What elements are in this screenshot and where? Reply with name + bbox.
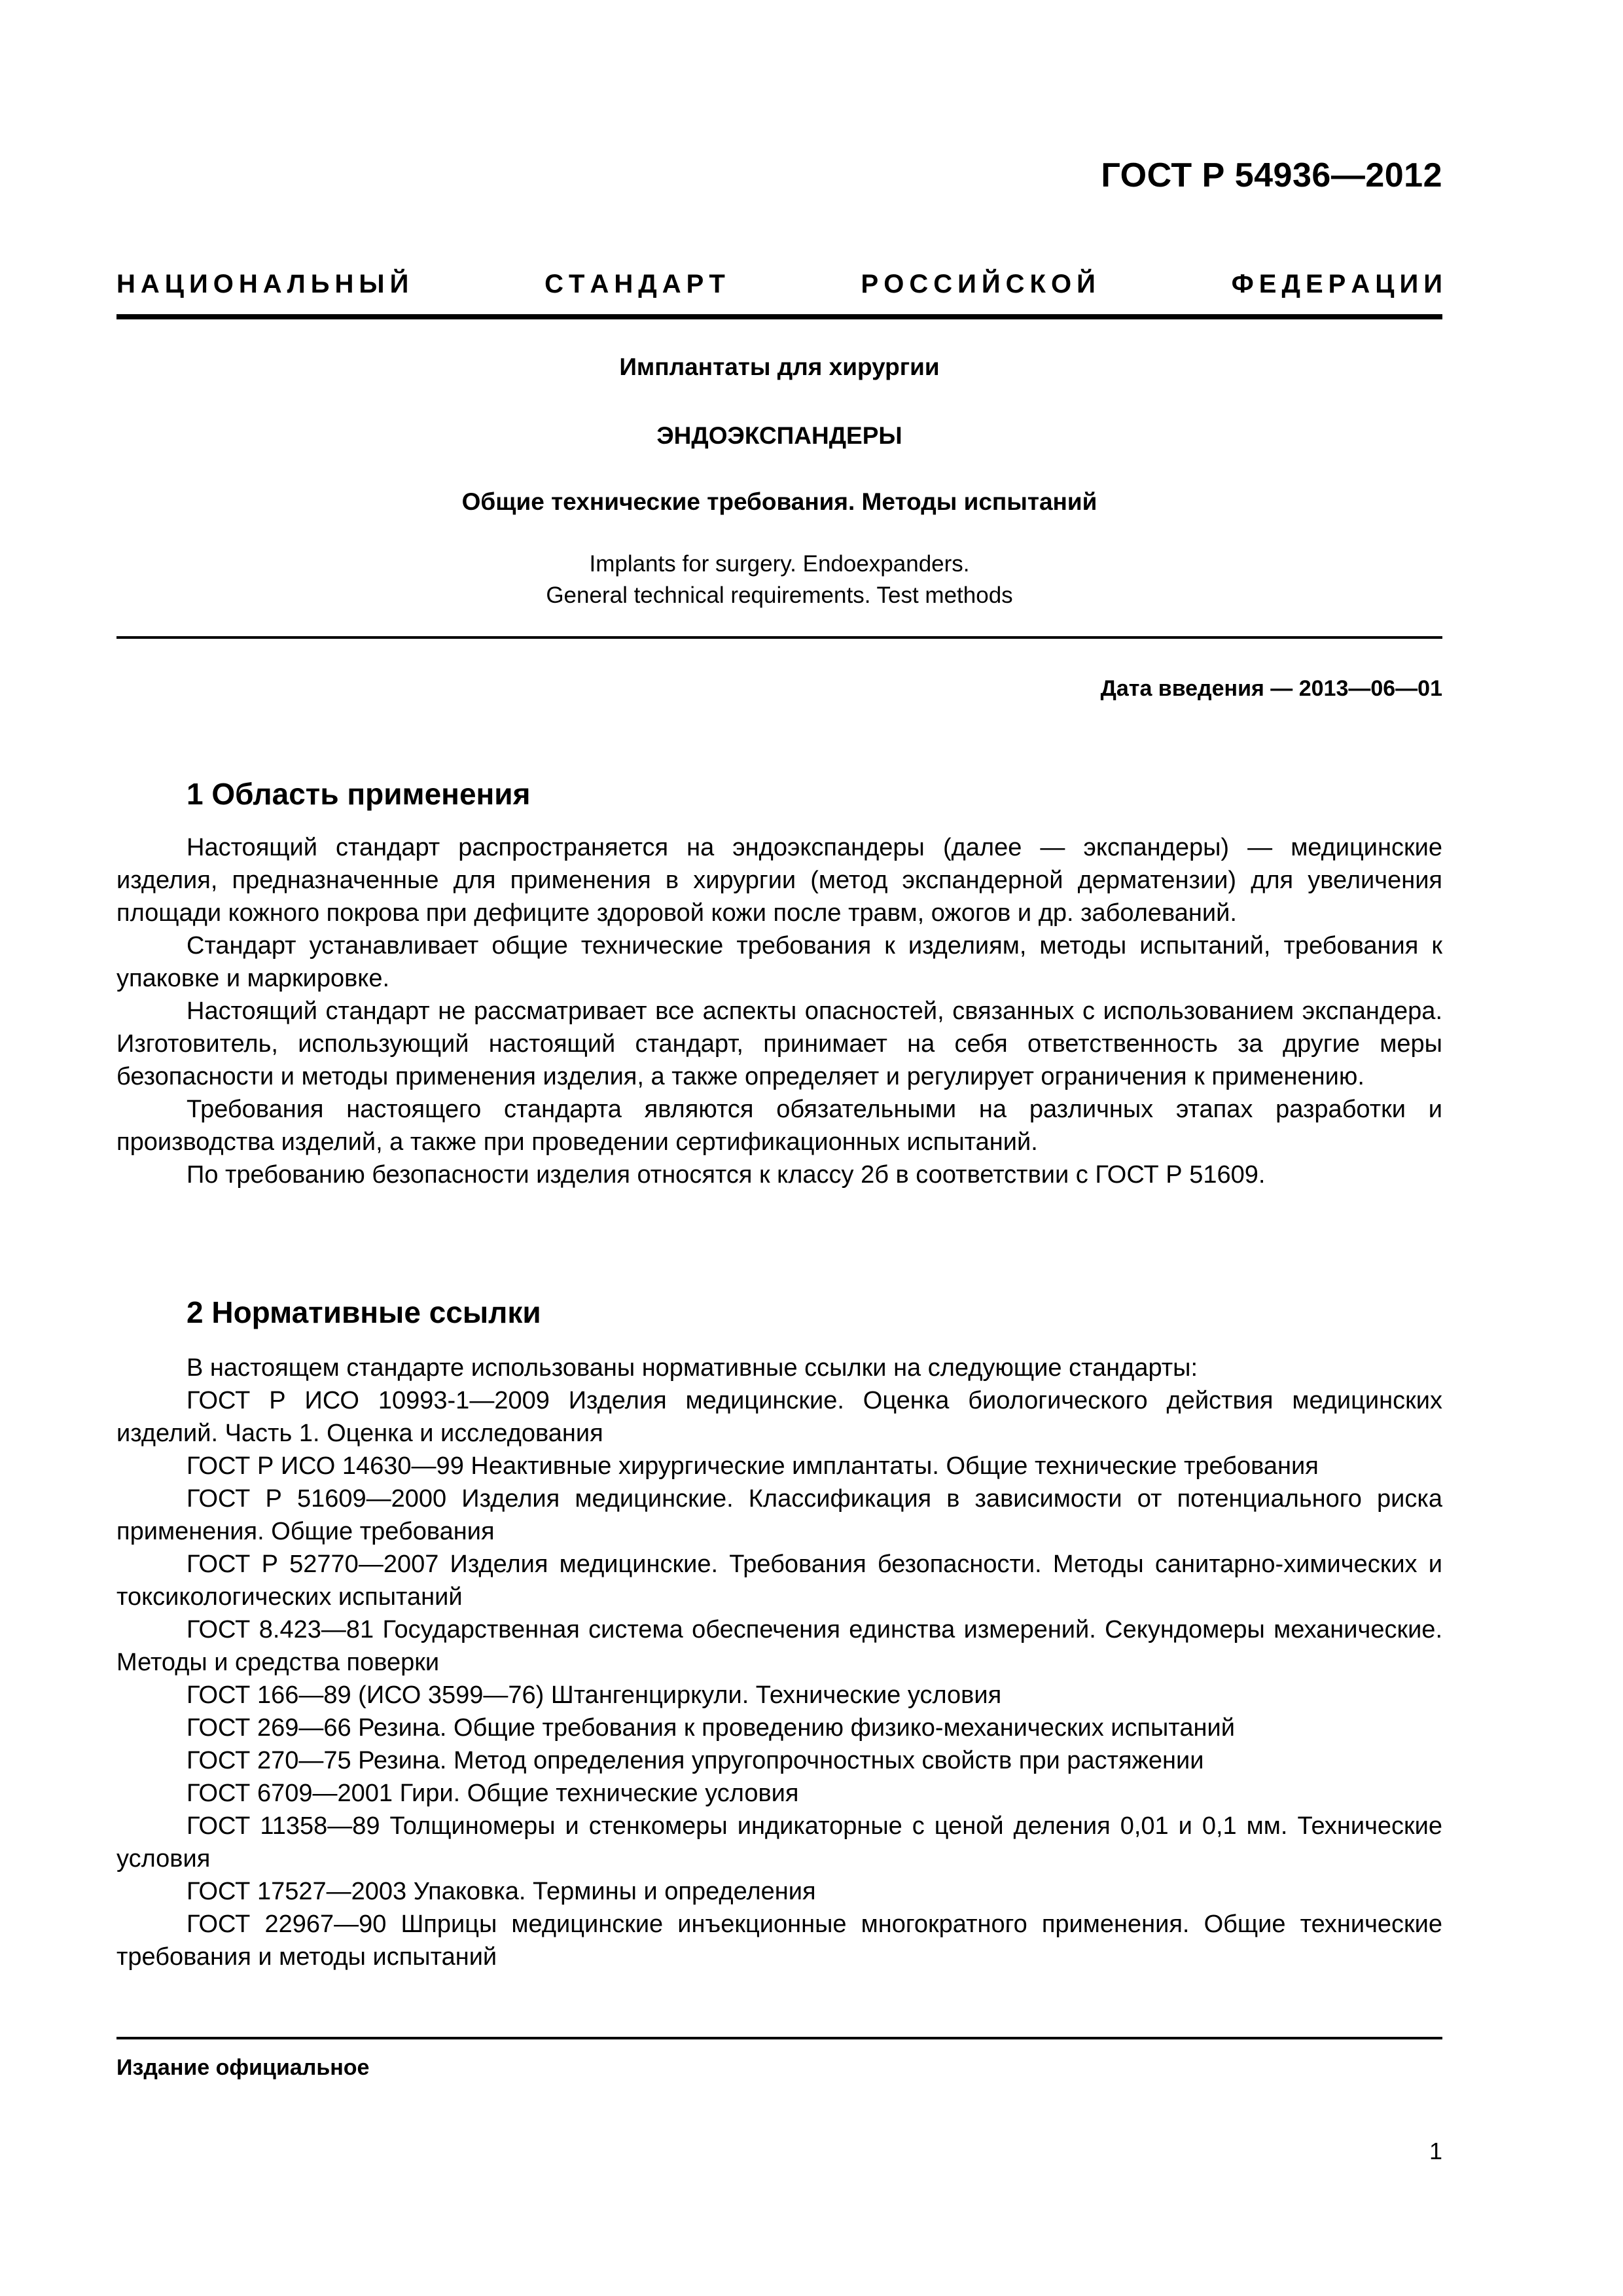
paragraph: ГОСТ 6709—2001 Гири. Общие технические условия — [187, 1780, 799, 1807]
header-rule — [116, 314, 1442, 319]
section-body-scope — [116, 831, 1442, 1191]
official-edition-note: Издание официальное — [116, 2055, 370, 2080]
paragraph: ГОСТ 22967—90 Шприцы медицинские инъекционные многократного применения. Общие технические требования и методы испытаний — [116, 1910, 1442, 1971]
paragraph: Настоящий стандарт распространяется на эндоэкспандеры (далее — экспандеры) — медицинские изделия, предназначенные для применения в хирургии (метод экспандерной дерматензии) для увеличения площади кожного покрова при дефиците здоровой кожи после травм, ожогов и др. заболеваний. — [116, 834, 1442, 927]
title-english-line1: Implants for surgery. Endoexpanders. — [589, 551, 970, 577]
paragraph: ГОСТ Р ИСО 14630—99 Неактивные хирургические имплантаты. Общие технические требования — [187, 1452, 1319, 1480]
section-heading-scope: 1 Область применения — [187, 777, 531, 811]
paragraph: Требования настоящего стандарта являются обязательными на различных этапах разработки и производства изделий, а также при проведении сертификационных испытаний. — [116, 1096, 1442, 1156]
paragraph: ГОСТ 8.423—81 Государственная система обеспечения единства измерений. Секундомеры механические. Методы и средства поверки — [116, 1616, 1442, 1676]
introduction-date: Дата введения — 2013—06—01 — [1100, 676, 1442, 701]
section-body-references — [116, 1352, 1442, 1973]
title-english-line2: General technical requirements. Test methods — [546, 583, 1013, 608]
title-category: Имплантаты для хирургии — [619, 353, 940, 380]
paragraph: Стандарт устанавливает общие технические требования к изделиям, методы испытаний, требования к упаковке и маркировке. — [116, 932, 1442, 992]
document-code: ГОСТ Р 54936—2012 — [1101, 156, 1442, 194]
standard-banner — [116, 270, 1442, 299]
banner-word: Р О С С И Й С К О Й — [861, 270, 1096, 298]
paragraph: ГОСТ Р 51609—2000 Изделия медицинские. Классификация в зависимости от потенциального риска применения. Общие требования — [116, 1485, 1442, 1545]
paragraph: ГОСТ 270—75 Резина. Метод определения упругопрочностных свойств при растяжении — [187, 1747, 1204, 1774]
page-number: 1 — [1429, 2138, 1442, 2164]
paragraph: ГОСТ Р ИСО 10993-1—2009 Изделия медицинские. Оценка биологического действия медицинских изделий. Часть 1. Оценка и исследования — [116, 1387, 1442, 1447]
title-rule — [116, 636, 1442, 639]
banner-word: Н А Ц И О Н А Л Ь Н Ы Й — [116, 270, 409, 298]
footer-rule — [116, 2037, 1442, 2039]
banner-word: С Т А Н Д А Р Т — [544, 270, 725, 298]
paragraph: В настоящем стандарте использованы нормативные ссылки на следующие стандарты: — [187, 1354, 1198, 1382]
paragraph: По требованию безопасности изделия относятся к классу 2б в соответствии с ГОСТ Р 51609. — [187, 1161, 1266, 1189]
paragraph: ГОСТ Р 52770—2007 Изделия медицинские. Требования безопасности. Методы санитарно-химических и токсикологических испытаний — [116, 1551, 1442, 1611]
paragraph: ГОСТ 166—89 (ИСО 3599—76) Штангенциркули. Технические условия — [187, 1681, 1002, 1709]
title-subtitle: Общие технические требования. Методы испытаний — [461, 488, 1097, 515]
title-main: ЭНДОЭКСПАНДЕРЫ — [656, 422, 902, 449]
paragraph: ГОСТ 11358—89 Толщиномеры и стенкомеры индикаторные с ценой деления 0,01 и 0,1 мм. Технические условия — [116, 1812, 1442, 1873]
banner-word: Ф Е Д Е Р А Ц И И — [1231, 270, 1442, 298]
paragraph: ГОСТ 269—66 Резина. Общие требования к проведению физико-механических испытаний — [187, 1714, 1235, 1742]
paragraph: ГОСТ 17527—2003 Упаковка. Термины и определения — [187, 1878, 816, 1905]
section-heading-references: 2 Нормативные ссылки — [187, 1295, 541, 1329]
paragraph: Настоящий стандарт не рассматривает все аспекты опасностей, связанных с использованием экспандера. Изготовитель, использующий настоящий стандарт, принимает на себя ответственность за другие меры безопасности и методы применения изделия, а также определяет и регулирует ограничения к применению. — [116, 997, 1442, 1090]
